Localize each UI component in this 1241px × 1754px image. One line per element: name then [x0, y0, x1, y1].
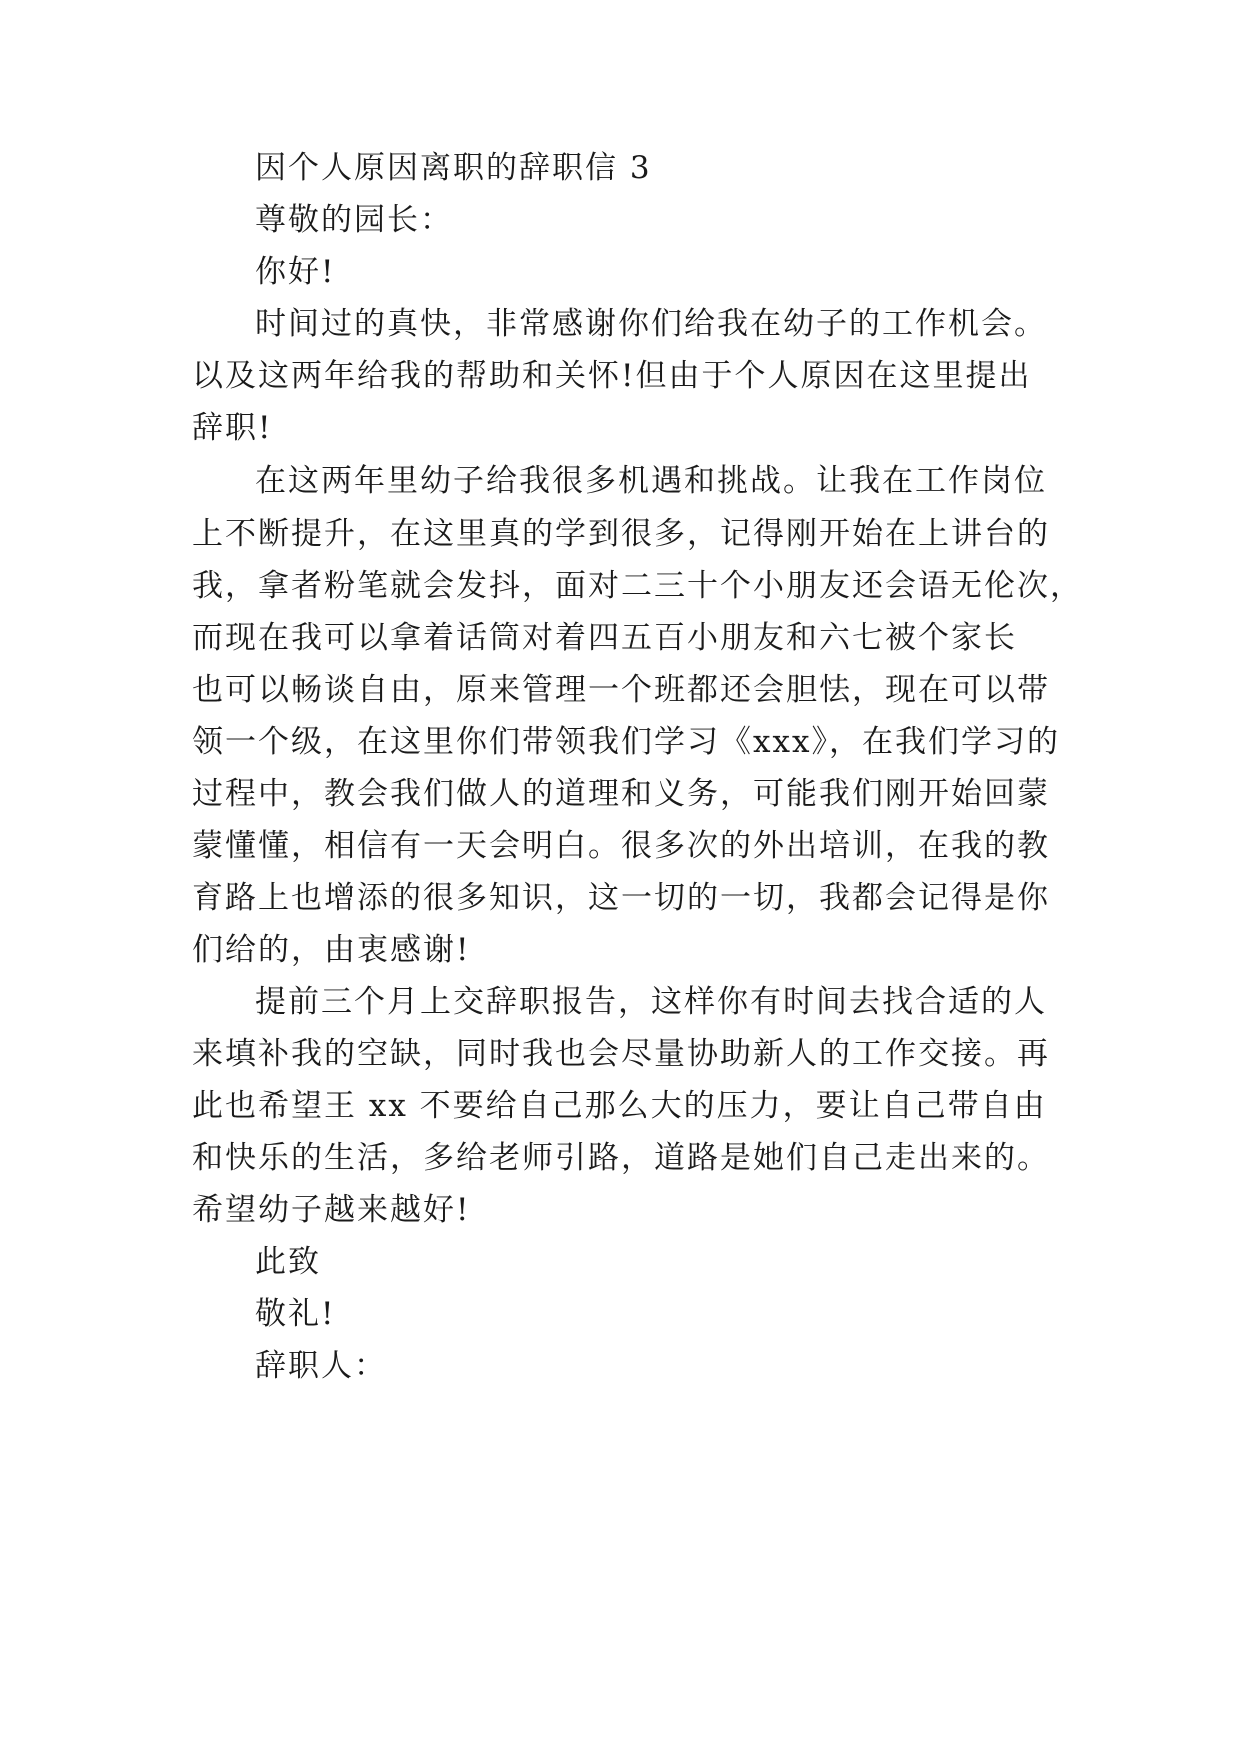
paragraph-line: 提前三个月上交辞职报告，这样你有时间去找合适的人	[255, 984, 1047, 1020]
paragraph-line: 以及这两年给我的帮助和关怀!但由于个人原因在这里提出	[192, 358, 1032, 394]
paragraph-line: 们给的，由衷感谢!	[192, 932, 471, 968]
closing-line-2: 敬礼!	[255, 1296, 336, 1332]
signature-label: 辞职人：	[255, 1348, 387, 1384]
paragraph-line: 时间过的真快，非常感谢你们给我在幼子的工作机会。	[255, 306, 1047, 342]
paragraph-line: 我，拿者粉笔就会发抖，面对二三十个小朋友还会语无伦次，	[192, 568, 1083, 604]
paragraph-line: 来填补我的空缺，同时我也会尽量协助新人的工作交接。再	[192, 1036, 1050, 1072]
salutation: 尊敬的园长：	[255, 202, 453, 238]
paragraph-line: 和快乐的生活，多给老师引路，道路是她们自己走出来的。	[192, 1140, 1050, 1176]
paragraph-line: 上不断提升，在这里真的学到很多，记得刚开始在上讲台的	[192, 516, 1050, 552]
paragraph-line: 领一个级，在这里你们带领我们学习《xxx》，在我们学习的	[192, 724, 1060, 760]
paragraph-line: 在这两年里幼子给我很多机遇和挑战。让我在工作岗位	[255, 463, 1047, 499]
paragraph-line: 希望幼子越来越好!	[192, 1192, 471, 1228]
paragraph-line: 而现在我可以拿着话筒对着四五百小朋友和六七被个家长	[192, 620, 1017, 656]
closing-line-1: 此致	[255, 1244, 321, 1280]
paragraph-line: 过程中，教会我们做人的道理和义务，可能我们刚开始回蒙	[192, 776, 1050, 812]
paragraph-line: 也可以畅谈自由，原来管理一个班都还会胆怯，现在可以带	[192, 672, 1050, 708]
paragraph-line: 辞职!	[192, 410, 273, 446]
document-title: 因个人原因离职的辞职信 3	[255, 150, 652, 186]
paragraph-line: 蒙懂懂，相信有一天会明白。很多次的外出培训，在我的教	[192, 828, 1050, 864]
paragraph-line: 育路上也增添的很多知识，这一切的一切，我都会记得是你	[192, 880, 1050, 916]
paragraph-line: 此也希望王 xx 不要给自己那么大的压力，要让自己带自由	[192, 1088, 1047, 1124]
greeting: 你好!	[255, 254, 336, 290]
